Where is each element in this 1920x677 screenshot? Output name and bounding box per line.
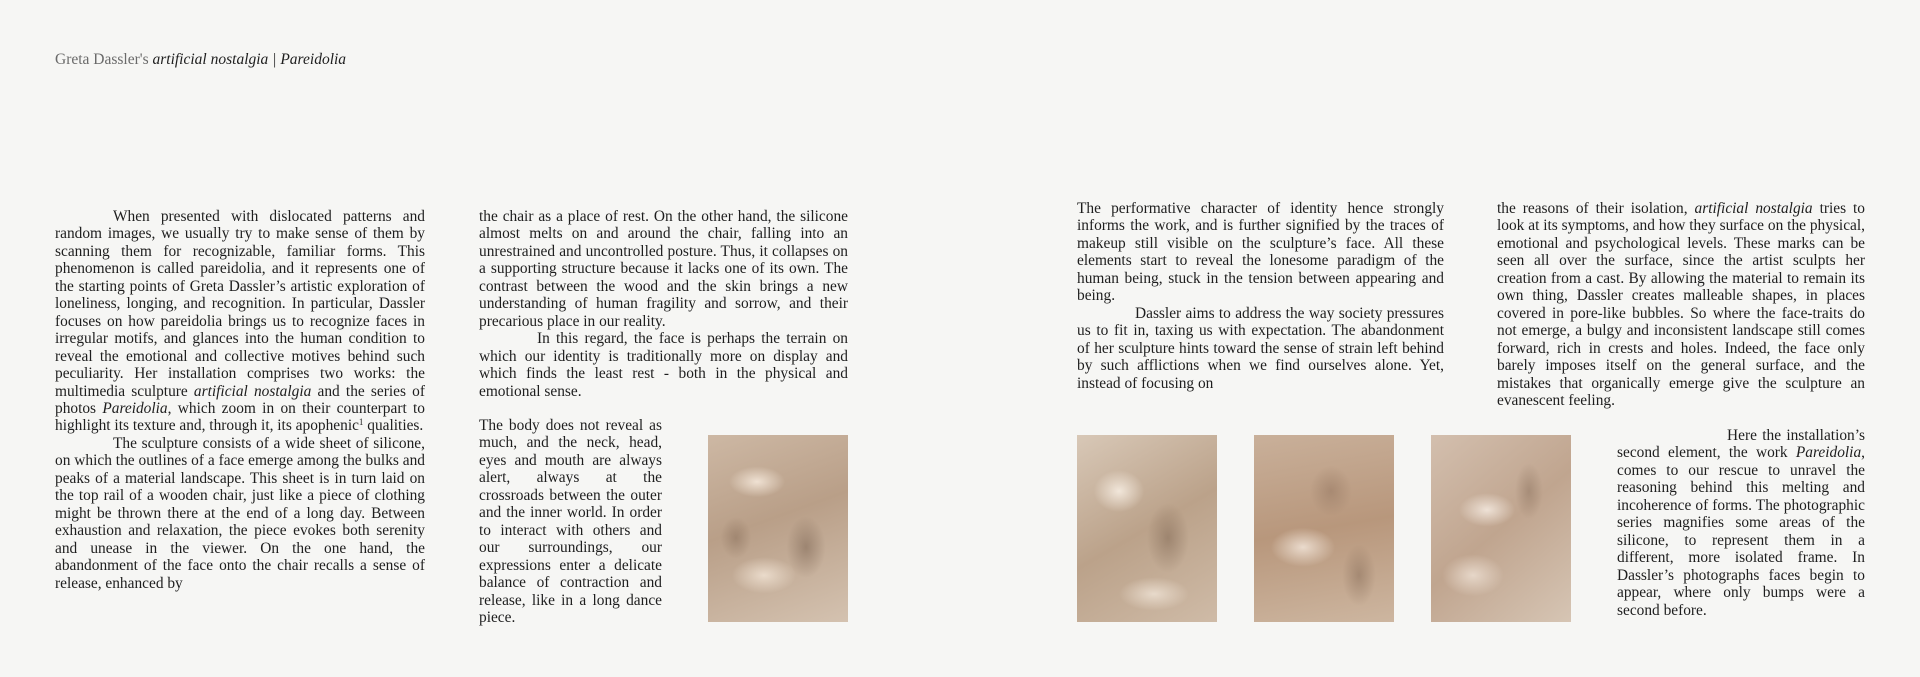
paragraph [1497,200,1865,409]
paragraph: The body does not reveal as much, and the neck, head, eyes and mouth are always alert, always at the crossroads between the outer and the inner world. In order to interact with others and our surroundings, our expressions enter a delicate balance of contraction and release, like in a long dance piece. [479,417,662,626]
text-column-4-narrow [1617,427,1865,619]
text-run: tries to look at its symptoms, and how they surface on the physical, emotional and psychological levels. These marks can be seen all over the surface, since the artist sculpts her creation from a cast. By allowing the material to remain its own thing, Dassler creates malleable shapes, in places covered in pore-like bubbles. So where the face-traits do not emerge, a bulgy and inconsistent landscape still comes forward, rich in crests and holes. Indeed, the face only barely imposes itself on the general surface, and the mistakes that organically emerge give the sculpture an evanescent feeling. [1497,200,1865,409]
paragraph: The sculpture consists of a wide sheet of silicone, on which the outlines of a face emerge among the bulks and peaks of a material landscape. This sheet is in turn laid on the top rail of a wooden chair, just like a piece of clothing might be thrown there at the end of a long day. Between exhaustion and relaxation, the piece evokes both serenity and unease in the viewer. On the one hand, the abandonment of the face onto the chair recalls a sense of release, enhanced by [55,434,425,592]
text-column-2-narrow [479,417,662,626]
footnote-marker[interactable]: 1 [358,417,364,428]
text-run: , which zoom in on their counterpart to highlight its texture and, through it, its apophenic [55,399,425,435]
italic-title: Pareidolia [102,399,168,417]
silicone-texture-photo [1431,435,1571,622]
header-work-title-1: artificial nostalgia [152,51,269,68]
italic-title: artificial nostalgia [1694,200,1813,217]
header-author: Greta Dassler's [55,51,153,68]
paragraph: The performative character of identity hence strongly informs the work, and is further signified by the traces of makeup still visible on the sculpture’s face. All these elements start to reveal the lonesome paradigm of the human being, stuck in the tension between appearing and being. [1077,200,1444,305]
silicone-texture-photo [1254,435,1394,622]
paragraph: the chair as a place of rest. On the other hand, the silicone almost melts on and around the chair, falling into an unrestrained and uncontrolled posture. Thus, it collapses on a supporting structure because it lacks one of its own. The contrast between the wood and the skin brings a new understanding of human fragility and sorrow, and their precarious place in our reality. [479,208,848,330]
text-column-4 [1497,200,1865,409]
text-run: Here the installation’s second element, the work [1617,427,1865,462]
silicone-texture-photo [1077,435,1217,622]
header-separator: | [268,51,281,68]
italic-title: artificial nostalgia [193,382,312,400]
running-header [55,51,346,69]
text-run: the reasons of their isolation, [1497,200,1695,217]
silicone-texture-photo [708,435,848,622]
paragraph [1617,427,1865,619]
paragraph [55,208,425,435]
paragraph: Dassler aims to address the way society pressures us to fit in, taxing us with expectation. The abandonment of her sculpture hints toward the sense of strain left behind by such afflictions when we find ourselves alone. Yet, instead of focusing on [1077,304,1444,392]
text-run: When presented with dislocated patterns and random images, we usually try to make sense of them by scanning them for recognizable, familiar forms. This phenomenon is called pareidolia, and it represents one of the starting points of Greta Dassler’s artistic exploration of loneliness, longing, and recognition. In particular, Dassler focuses on how pareidolia brings us to recognize faces in irregular motifs, and glances into the human condition to reveal the emotional and collective motives behind such peculiarity. Her installation comprises two works: the multimedia sculpture [55,208,425,400]
text-run: , comes to our rescue to unravel the reasoning behind this melting and incoherence of forms. The photographic series magnifies some areas of the silicone, to represent them in a different, more isolated frame. In Dassler’s photographs faces begin to appear, where only bumps were a second before. [1617,444,1865,619]
italic-title: Pareidolia [1795,444,1862,462]
text-column-3 [1077,200,1444,392]
header-work-title-2: Pareidolia [280,51,347,68]
text-column-1 [55,208,425,592]
paragraph: In this regard, the face is perhaps the terrain on which our identity is traditionally more on display and which finds the least rest - both in the physical and emotional sense. [479,330,848,400]
text-run: qualities. [363,417,424,435]
text-run: and the series of photos [55,382,425,417]
text-column-2 [479,208,848,400]
